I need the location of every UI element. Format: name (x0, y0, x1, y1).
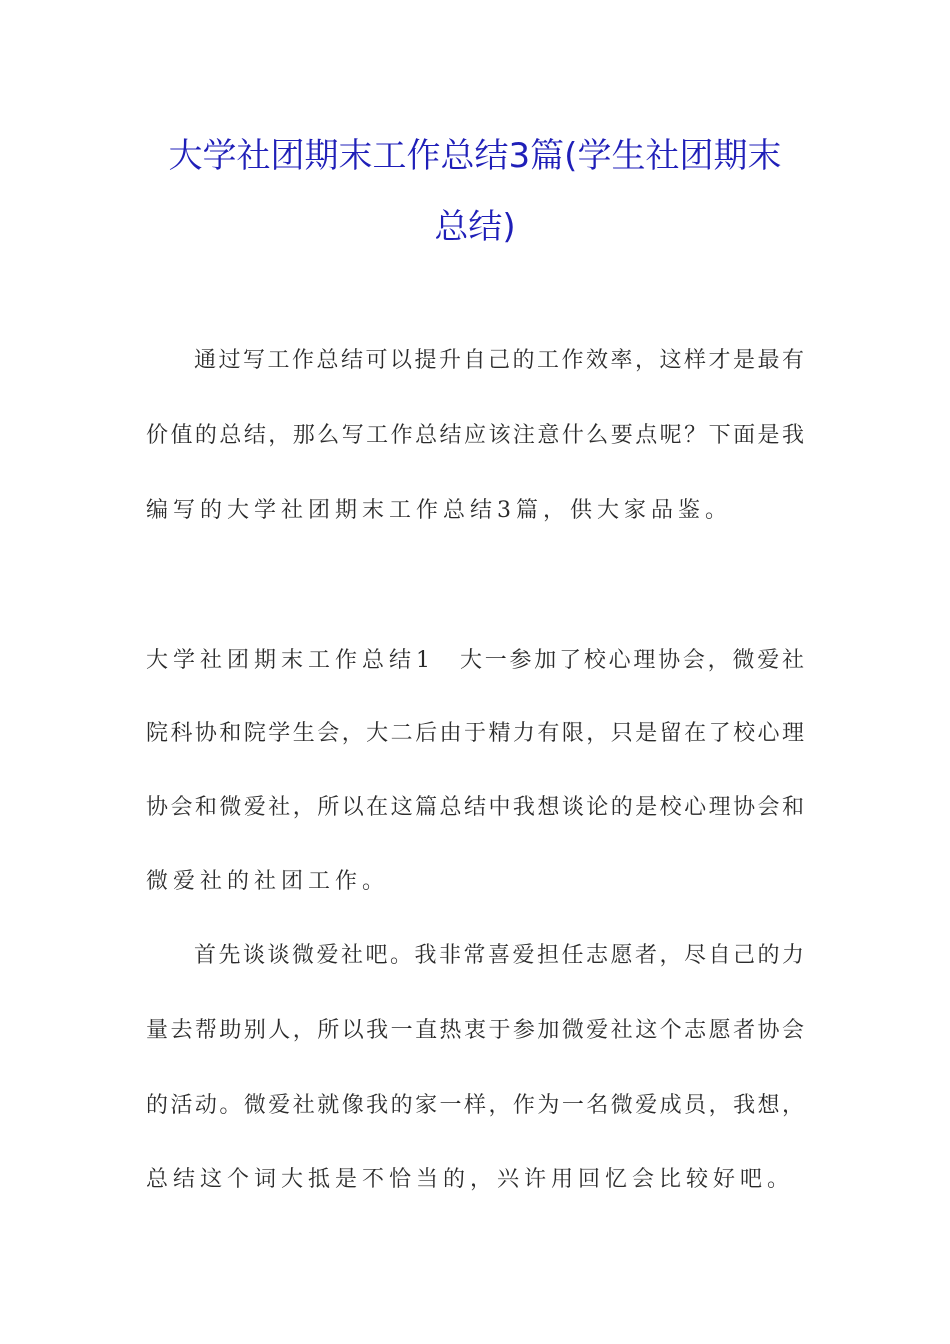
document-title-line-2: 总结) (434, 207, 516, 247)
intro-line-3: 编写的大学社团期末工作总结3篇，供大家品鉴。 (146, 498, 732, 523)
section-1-para-1-first-line: 大一参加了校心理协会，微爱社 (460, 648, 804, 673)
section-1-para-1-line-3: 协会和微爱社，所以在这篇总结中我想谈论的是校心理协会和 (146, 795, 804, 820)
intro-line-1: 通过写工作总结可以提升自己的工作效率，这样才是最有 (194, 348, 804, 373)
section-1-para-2-line-4: 总结这个词大抵是不恰当的，兴许用回忆会比较好吧。 (146, 1167, 795, 1192)
intro-line-2: 价值的总结，那么写工作总结应该注意什么要点呢？下面是我 (146, 423, 804, 448)
section-1-para-2-line-2: 量去帮助别人，所以我一直热衷于参加微爱社这个志愿者协会 (146, 1018, 804, 1043)
section-1-para-1-line-4: 微爱社的社团工作。 (146, 869, 390, 894)
section-1-heading: 大学社团期末工作总结1 (146, 648, 435, 673)
document-title-line-1: 大学社团期末工作总结3篇(学生社团期末 (168, 136, 782, 176)
section-1-para-2-line-1: 首先谈谈微爱社吧。我非常喜爱担任志愿者，尽自己的力 (194, 943, 804, 968)
section-1-para-2-line-3: 的活动。微爱社就像我的家一样，作为一名微爱成员，我想， (146, 1093, 804, 1118)
section-1-para-1-line-2: 院科协和院学生会，大二后由于精力有限，只是留在了校心理 (146, 721, 804, 746)
